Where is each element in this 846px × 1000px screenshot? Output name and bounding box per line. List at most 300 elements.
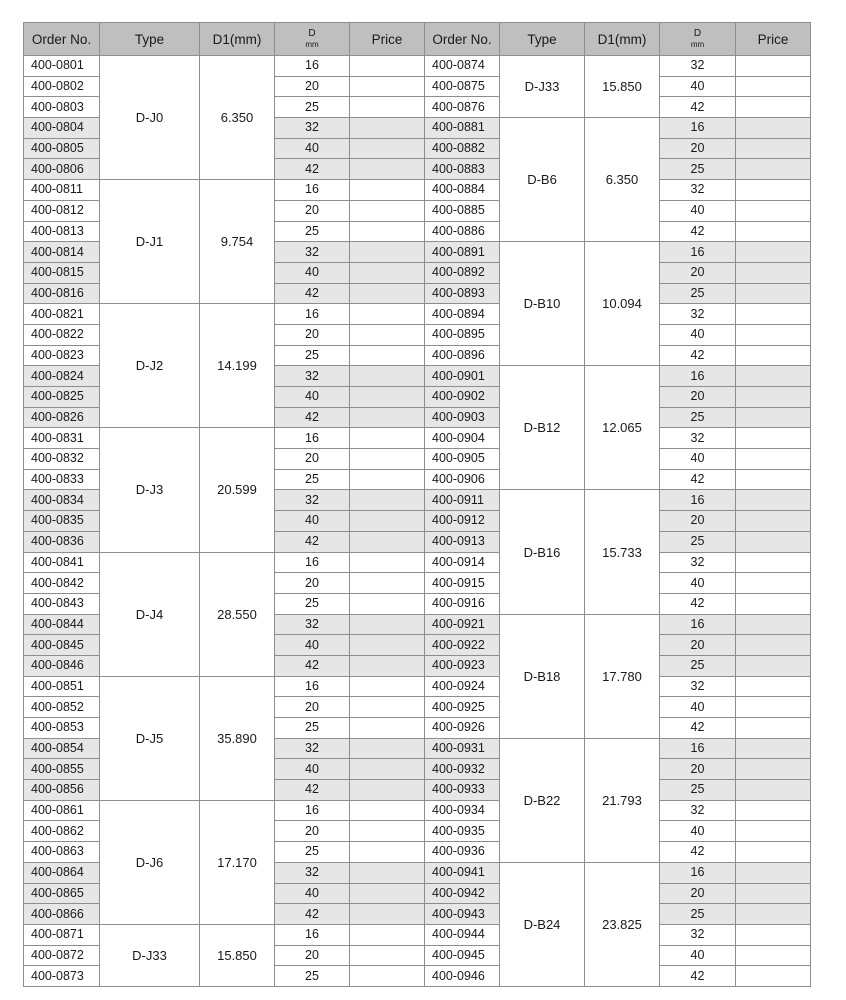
left-d1-cell: 14.199 [200,304,275,428]
left-order-no-cell: 400-0845 [24,635,100,656]
right-order-no-cell: 400-0931 [425,738,500,759]
left-d-cell: 40 [275,511,350,532]
right-price-cell [736,697,811,718]
left-order-no-cell: 400-0834 [24,490,100,511]
right-order-no-cell: 400-0916 [425,593,500,614]
left-order-no-cell: 400-0855 [24,759,100,780]
table-row [24,428,811,449]
left-order-no-cell: 400-0832 [24,449,100,470]
right-price-cell [736,242,811,263]
right-type-cell: D-B16 [500,490,585,614]
left-d-cell: 32 [275,242,350,263]
left-d-cell: 16 [275,180,350,201]
right-order-no-cell: 400-0934 [425,800,500,821]
right-d-cell: 32 [660,924,736,945]
header-d-unit-2: mm [690,40,705,49]
left-order-no-cell: 400-0813 [24,221,100,242]
left-d-cell: 42 [275,283,350,304]
right-d1-cell: 17.780 [585,614,660,738]
left-price-cell [350,945,425,966]
right-order-no-cell: 400-0933 [425,780,500,801]
right-d-cell: 20 [660,635,736,656]
header-d-unit: mm [305,40,319,49]
left-price-cell [350,862,425,883]
right-order-no-cell: 400-0924 [425,676,500,697]
left-price-cell [350,304,425,325]
table-row [24,180,811,201]
left-d-cell: 40 [275,883,350,904]
right-order-no-cell: 400-0944 [425,924,500,945]
right-d-cell: 16 [660,490,736,511]
right-d-cell: 32 [660,676,736,697]
left-d-cell: 40 [275,635,350,656]
left-price-cell [350,924,425,945]
right-d-cell: 16 [660,738,736,759]
left-price-cell [350,118,425,139]
left-d-cell: 20 [275,324,350,345]
left-order-no-cell: 400-0802 [24,76,100,97]
right-order-no-cell: 400-0876 [425,97,500,118]
left-d-cell: 32 [275,490,350,511]
left-price-cell [350,428,425,449]
left-order-no-cell: 400-0825 [24,387,100,408]
left-price-cell [350,573,425,594]
left-type-cell: D-J4 [100,552,200,676]
header-type: Type [100,23,200,56]
left-order-no-cell: 400-0831 [24,428,100,449]
right-d-cell: 42 [660,345,736,366]
left-order-no-cell: 400-0873 [24,966,100,987]
right-d1-cell: 10.094 [585,242,660,366]
left-d-cell: 16 [275,924,350,945]
right-order-no-cell: 400-0911 [425,490,500,511]
header-d [275,23,350,56]
right-order-no-cell: 400-0905 [425,449,500,470]
left-price-cell [350,635,425,656]
right-price-cell [736,407,811,428]
right-order-no-cell: 400-0932 [425,759,500,780]
right-price-cell [736,655,811,676]
left-d-cell: 32 [275,738,350,759]
right-price-cell [736,966,811,987]
right-price-cell [736,283,811,304]
left-d-cell: 42 [275,407,350,428]
right-type-cell: D-B24 [500,862,585,986]
table-row [24,552,811,573]
table-row [24,304,811,325]
right-order-no-cell: 400-0895 [425,324,500,345]
order-table [23,22,811,987]
left-order-no-cell: 400-0851 [24,676,100,697]
left-d-cell: 20 [275,573,350,594]
right-price-cell [736,366,811,387]
right-price-cell [736,387,811,408]
right-d-cell: 42 [660,718,736,739]
right-price-cell [736,862,811,883]
table-row [24,676,811,697]
table-row [24,800,811,821]
left-price-cell [350,842,425,863]
table-row [24,56,811,77]
right-order-no-cell: 400-0945 [425,945,500,966]
right-type-cell: D-B12 [500,366,585,490]
right-order-no-cell: 400-0914 [425,552,500,573]
left-order-no-cell: 400-0836 [24,531,100,552]
right-price-cell [736,904,811,925]
table-row [24,924,811,945]
left-d-cell: 25 [275,966,350,987]
right-d-cell: 20 [660,511,736,532]
left-d-cell: 40 [275,138,350,159]
right-d-cell: 16 [660,366,736,387]
right-d-cell: 40 [660,573,736,594]
left-price-cell [350,138,425,159]
right-order-no-cell: 400-0942 [425,883,500,904]
right-d-cell: 42 [660,842,736,863]
right-order-no-cell: 400-0923 [425,655,500,676]
right-price-cell [736,469,811,490]
left-price-cell [350,697,425,718]
right-d-cell: 32 [660,800,736,821]
right-d-cell: 20 [660,883,736,904]
left-order-no-cell: 400-0812 [24,200,100,221]
left-d-cell: 20 [275,821,350,842]
left-d-cell: 32 [275,366,350,387]
right-d-cell: 42 [660,97,736,118]
left-price-cell [350,200,425,221]
left-order-no-cell: 400-0862 [24,821,100,842]
left-type-cell: D-J33 [100,924,200,986]
left-d1-cell: 28.550 [200,552,275,676]
left-price-cell [350,614,425,635]
left-price-cell [350,593,425,614]
right-order-no-cell: 400-0921 [425,614,500,635]
left-d-cell: 20 [275,76,350,97]
right-order-no-cell: 400-0946 [425,966,500,987]
left-order-no-cell: 400-0816 [24,283,100,304]
left-order-no-cell: 400-0814 [24,242,100,263]
left-order-no-cell: 400-0842 [24,573,100,594]
right-price-cell [736,97,811,118]
left-order-no-cell: 400-0835 [24,511,100,532]
left-price-cell [350,387,425,408]
left-order-no-cell: 400-0803 [24,97,100,118]
left-price-cell [350,904,425,925]
left-order-no-cell: 400-0852 [24,697,100,718]
left-type-cell: D-J3 [100,428,200,552]
right-order-no-cell: 400-0941 [425,862,500,883]
left-order-no-cell: 400-0864 [24,862,100,883]
left-order-no-cell: 400-0804 [24,118,100,139]
left-d1-cell: 20.599 [200,428,275,552]
left-price-cell [350,821,425,842]
right-d1-cell: 12.065 [585,366,660,490]
right-d-cell: 32 [660,428,736,449]
left-price-cell [350,366,425,387]
right-price-cell [736,56,811,77]
right-d1-cell: 21.793 [585,738,660,862]
left-d-cell: 16 [275,56,350,77]
header-d-label-2: D [693,28,702,39]
right-price-cell [736,573,811,594]
left-price-cell [350,449,425,470]
right-d-cell: 40 [660,324,736,345]
left-order-no-cell: 400-0823 [24,345,100,366]
right-order-no-cell: 400-0922 [425,635,500,656]
left-d-cell: 32 [275,862,350,883]
left-d-cell: 20 [275,200,350,221]
left-price-cell [350,407,425,428]
left-order-no-cell: 400-0846 [24,655,100,676]
left-type-cell: D-J1 [100,180,200,304]
right-order-no-cell: 400-0936 [425,842,500,863]
right-price-cell [736,738,811,759]
right-d-cell: 32 [660,552,736,573]
right-price-cell [736,324,811,345]
right-price-cell [736,76,811,97]
left-price-cell [350,883,425,904]
right-order-no-cell: 400-0915 [425,573,500,594]
right-type-cell: D-B22 [500,738,585,862]
right-price-cell [736,449,811,470]
right-price-cell [736,490,811,511]
right-d-cell: 20 [660,759,736,780]
left-price-cell [350,552,425,573]
left-price-cell [350,469,425,490]
right-price-cell [736,138,811,159]
left-d-cell: 16 [275,800,350,821]
right-d-cell: 16 [660,118,736,139]
left-order-no-cell: 400-0801 [24,56,100,77]
left-price-cell [350,262,425,283]
left-d-cell: 40 [275,387,350,408]
right-d-cell: 25 [660,159,736,180]
left-d-cell: 25 [275,469,350,490]
right-order-no-cell: 400-0892 [425,262,500,283]
right-d-cell: 25 [660,904,736,925]
left-price-cell [350,159,425,180]
right-price-cell [736,200,811,221]
right-order-no-cell: 400-0884 [425,180,500,201]
table-body [24,56,811,987]
right-d-cell: 32 [660,56,736,77]
right-price-cell [736,676,811,697]
right-price-cell [736,635,811,656]
right-order-no-cell: 400-0886 [425,221,500,242]
left-order-no-cell: 400-0822 [24,324,100,345]
left-order-no-cell: 400-0871 [24,924,100,945]
right-order-no-cell: 400-0906 [425,469,500,490]
right-order-no-cell: 400-0912 [425,511,500,532]
right-d-cell: 25 [660,407,736,428]
left-d-cell: 16 [275,428,350,449]
right-d-cell: 40 [660,449,736,470]
header-d-2 [660,23,736,56]
left-d1-cell: 6.350 [200,56,275,180]
left-order-no-cell: 400-0854 [24,738,100,759]
left-order-no-cell: 400-0853 [24,718,100,739]
right-d-cell: 25 [660,531,736,552]
left-order-no-cell: 400-0866 [24,904,100,925]
left-d-cell: 20 [275,697,350,718]
right-order-no-cell: 400-0925 [425,697,500,718]
right-order-no-cell: 400-0903 [425,407,500,428]
left-type-cell: D-J5 [100,676,200,800]
left-order-no-cell: 400-0861 [24,800,100,821]
left-d-cell: 40 [275,262,350,283]
right-order-no-cell: 400-0894 [425,304,500,325]
right-price-cell [736,159,811,180]
right-price-cell [736,511,811,532]
left-d-cell: 42 [275,159,350,180]
right-price-cell [736,945,811,966]
left-price-cell [350,780,425,801]
right-d-cell: 32 [660,180,736,201]
right-type-cell: D-B10 [500,242,585,366]
right-order-no-cell: 400-0943 [425,904,500,925]
right-d-cell: 25 [660,283,736,304]
header-price-2: Price [736,23,811,56]
left-order-no-cell: 400-0826 [24,407,100,428]
left-order-no-cell: 400-0843 [24,593,100,614]
left-d-cell: 16 [275,304,350,325]
right-d-cell: 20 [660,138,736,159]
right-price-cell [736,118,811,139]
left-price-cell [350,655,425,676]
right-price-cell [736,552,811,573]
right-price-cell [736,180,811,201]
left-d-cell: 25 [275,221,350,242]
right-order-no-cell: 400-0904 [425,428,500,449]
right-type-cell: D-J33 [500,56,585,118]
right-order-no-cell: 400-0883 [425,159,500,180]
left-order-no-cell: 400-0856 [24,780,100,801]
left-d-cell: 32 [275,614,350,635]
right-price-cell [736,883,811,904]
right-order-no-cell: 400-0881 [425,118,500,139]
right-d-cell: 25 [660,780,736,801]
left-price-cell [350,221,425,242]
right-d1-cell: 15.850 [585,56,660,118]
left-order-no-cell: 400-0824 [24,366,100,387]
right-price-cell [736,221,811,242]
header-type-2: Type [500,23,585,56]
right-d-cell: 16 [660,242,736,263]
left-d-cell: 25 [275,97,350,118]
left-d-cell: 25 [275,718,350,739]
left-d-cell: 25 [275,842,350,863]
right-order-no-cell: 400-0935 [425,821,500,842]
left-d-cell: 20 [275,449,350,470]
left-order-no-cell: 400-0815 [24,262,100,283]
left-order-no-cell: 400-0805 [24,138,100,159]
right-d-cell: 42 [660,966,736,987]
left-d-cell: 42 [275,531,350,552]
left-order-no-cell: 400-0872 [24,945,100,966]
left-price-cell [350,97,425,118]
left-price-cell [350,242,425,263]
header-order-no: Order No. [24,23,100,56]
right-price-cell [736,718,811,739]
left-price-cell [350,759,425,780]
right-price-cell [736,531,811,552]
left-price-cell [350,676,425,697]
left-d-cell: 42 [275,904,350,925]
right-order-no-cell: 400-0882 [425,138,500,159]
right-d-cell: 40 [660,697,736,718]
right-d-cell: 20 [660,262,736,283]
left-d1-cell: 35.890 [200,676,275,800]
left-order-no-cell: 400-0833 [24,469,100,490]
left-order-no-cell: 400-0865 [24,883,100,904]
left-price-cell [350,490,425,511]
left-price-cell [350,531,425,552]
left-order-no-cell: 400-0844 [24,614,100,635]
right-type-cell: D-B6 [500,118,585,242]
right-order-no-cell: 400-0893 [425,283,500,304]
right-price-cell [736,842,811,863]
right-d-cell: 20 [660,387,736,408]
left-price-cell [350,511,425,532]
right-type-cell: D-B18 [500,614,585,738]
left-d-cell: 25 [275,593,350,614]
right-order-no-cell: 400-0913 [425,531,500,552]
header-price: Price [350,23,425,56]
header-d-label: D [308,28,316,39]
right-price-cell [736,428,811,449]
left-price-cell [350,283,425,304]
right-price-cell [736,304,811,325]
left-d-cell: 16 [275,676,350,697]
right-order-no-cell: 400-0896 [425,345,500,366]
right-d1-cell: 15.733 [585,490,660,614]
left-type-cell: D-J6 [100,800,200,924]
left-price-cell [350,800,425,821]
left-price-cell [350,324,425,345]
left-d-cell: 40 [275,759,350,780]
right-d-cell: 16 [660,614,736,635]
right-order-no-cell: 400-0875 [425,76,500,97]
left-d1-cell: 15.850 [200,924,275,986]
header-row [24,23,811,56]
left-d-cell: 32 [275,118,350,139]
left-type-cell: D-J2 [100,304,200,428]
right-price-cell [736,800,811,821]
right-order-no-cell: 400-0874 [425,56,500,77]
left-price-cell [350,76,425,97]
left-d-cell: 16 [275,552,350,573]
right-price-cell [736,780,811,801]
left-order-no-cell: 400-0863 [24,842,100,863]
right-price-cell [736,821,811,842]
left-d-cell: 20 [275,945,350,966]
right-d-cell: 40 [660,821,736,842]
left-d1-cell: 17.170 [200,800,275,924]
right-order-no-cell: 400-0901 [425,366,500,387]
right-d-cell: 42 [660,469,736,490]
left-price-cell [350,180,425,201]
header-d1-2: D1(mm) [585,23,660,56]
left-d-cell: 42 [275,655,350,676]
right-d-cell: 40 [660,945,736,966]
right-price-cell [736,759,811,780]
left-d-cell: 25 [275,345,350,366]
left-order-no-cell: 400-0821 [24,304,100,325]
left-price-cell [350,345,425,366]
right-d-cell: 40 [660,200,736,221]
left-price-cell [350,56,425,77]
left-order-no-cell: 400-0811 [24,180,100,201]
